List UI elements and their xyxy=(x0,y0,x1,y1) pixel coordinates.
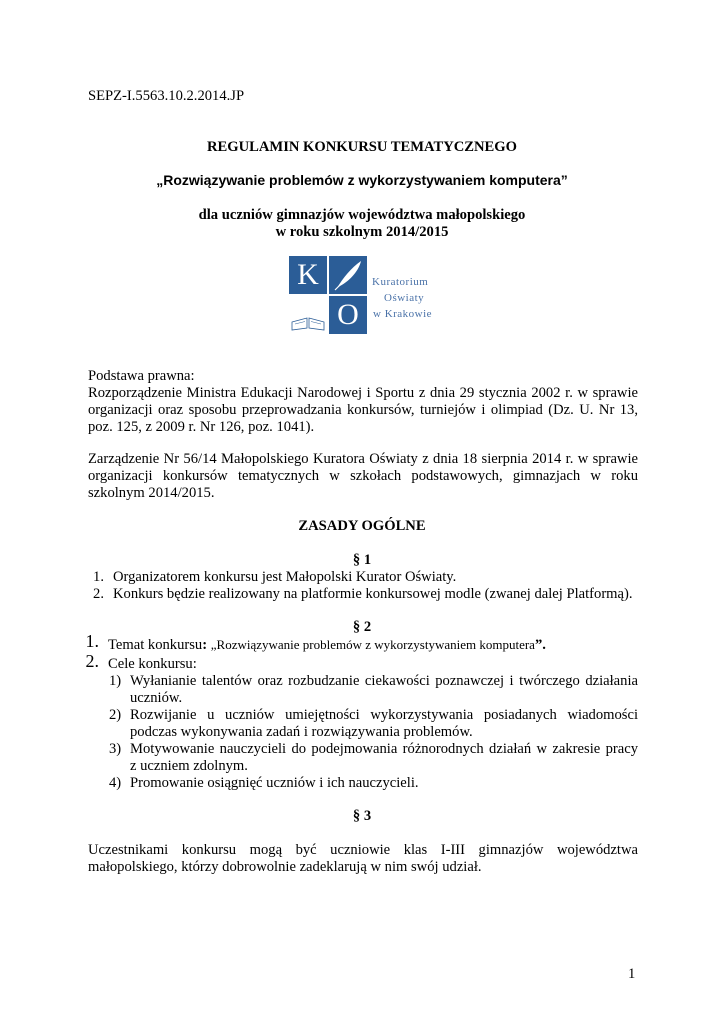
goal-3-line-1: Motywowanie nauczycieli do podejmowania różnorodnych działań w zakresie pracy xyxy=(130,741,638,757)
logo-quill-box xyxy=(329,256,367,294)
s2-item-2-number: 2. xyxy=(85,651,99,671)
s2-topic-end: ”. xyxy=(534,637,546,653)
logo-text-line-1: Kuratorium xyxy=(372,276,429,288)
goal-4-number: 4) xyxy=(109,775,122,791)
goal-2-number: 2) xyxy=(109,707,122,723)
s2-item-1-colon: : xyxy=(202,637,208,653)
s3-line-2: małopolskiego, którzy dobrowolnie zadeklarują w nim swój udział. xyxy=(88,859,482,875)
logo-k-box: K xyxy=(289,256,327,294)
s2-topic: „Rozwiązywanie problemów z wykorzystywaniem komputera xyxy=(210,637,535,652)
goal-1-number: 1) xyxy=(109,673,122,689)
section-2-mark: § 2 xyxy=(352,619,372,635)
legal-basis-p2-line-3: szkolnym 2014/2015. xyxy=(88,485,215,501)
s1-item-2-number: 2. xyxy=(93,586,104,602)
s3-line-1: Uczestnikami konkursu mogą być uczniowie klas I-III gimnazjów województwa xyxy=(88,842,638,858)
goal-2-line-1: Rozwijanie u uczniów umiejętności wykorzystywania posiadanych wiadomości xyxy=(130,707,638,723)
logo-text-line-2: Oświaty xyxy=(384,292,425,304)
legal-basis-p1-line-1: Rozporządzenie Ministra Edukacji Narodowej i Sportu z dnia 29 stycznia 2002 r. w sprawie xyxy=(88,385,638,401)
s2-item-2 xyxy=(0,651,724,674)
goal-3-line-2: z uczniem zdolnym. xyxy=(130,758,248,774)
section-1-mark: § 1 xyxy=(352,552,372,568)
legal-basis-p1-line-2: organizacji oraz sposobu przeprowadzania konkursów, turniejów i olimpiad (Dz. U. Nr 13, xyxy=(88,402,638,418)
audience-line-1: dla uczniów gimnazjów województwa małopolskiego xyxy=(198,207,526,223)
open-book-icon xyxy=(289,296,327,334)
legal-basis-p2-line-2: organizacji konkursów tematycznych w szkołach podstawowych, gimnazjach w roku xyxy=(88,468,638,484)
goal-3-number: 3) xyxy=(109,741,122,757)
legal-basis-p2-line-1: Zarządzenie Nr 56/14 Małopolskiego Kuratora Oświaty z dnia 18 sierpnia 2014 r. w sprawie xyxy=(88,451,638,467)
legal-basis-heading: Podstawa prawna: xyxy=(88,368,195,384)
goal-1-line-1: Wyłanianie talentów oraz rozbudzanie ciekawości poznawczej i twórczego działania xyxy=(130,673,638,689)
general-rules-heading: ZASADY OGÓLNE xyxy=(298,518,426,534)
goal-2-line-2: podczas wykonywania zadań i rozwiązywania problemów. xyxy=(130,724,473,740)
logo-o-box: O xyxy=(329,296,367,334)
s1-item-1-number: 1. xyxy=(93,569,104,585)
section-3-mark: § 3 xyxy=(352,808,372,824)
document-reference: SEPZ-I.5563.10.2.2014.JP xyxy=(88,88,245,104)
s1-item-2-text: Konkurs będzie realizowany na platformie konkursowej modle (zwanej dalej Platformą). xyxy=(113,586,633,602)
s2-item-1-label: Temat konkursu xyxy=(108,637,203,653)
s1-item-1-text: Organizatorem konkursu jest Małopolski Kurator Oświaty. xyxy=(113,569,457,585)
goal-4-line-1: Promowanie osiągnięć uczniów i ich nauczycieli. xyxy=(130,775,419,791)
s2-item-1-number: 1. xyxy=(85,631,99,651)
page-number: 1 xyxy=(628,966,636,982)
s2-item-1 xyxy=(0,631,724,654)
goal-1-line-2: uczniów. xyxy=(130,690,183,706)
logo-text-line-3: w Krakowie xyxy=(373,308,433,320)
quill-icon xyxy=(329,256,367,294)
document-title: REGULAMIN KONKURSU TEMATYCZNEGO xyxy=(206,139,517,155)
document-subtitle: „Rozwiązywanie problemów z wykorzystywaniem komputera” xyxy=(156,172,568,188)
s2-item-2-label: Cele konkursu: xyxy=(108,656,197,672)
legal-basis-p1-line-3: poz. 125, z 2009 r. Nr 126, poz. 1041). xyxy=(88,419,315,435)
audience-line-2: w roku szkolnym 2014/2015 xyxy=(275,224,449,240)
